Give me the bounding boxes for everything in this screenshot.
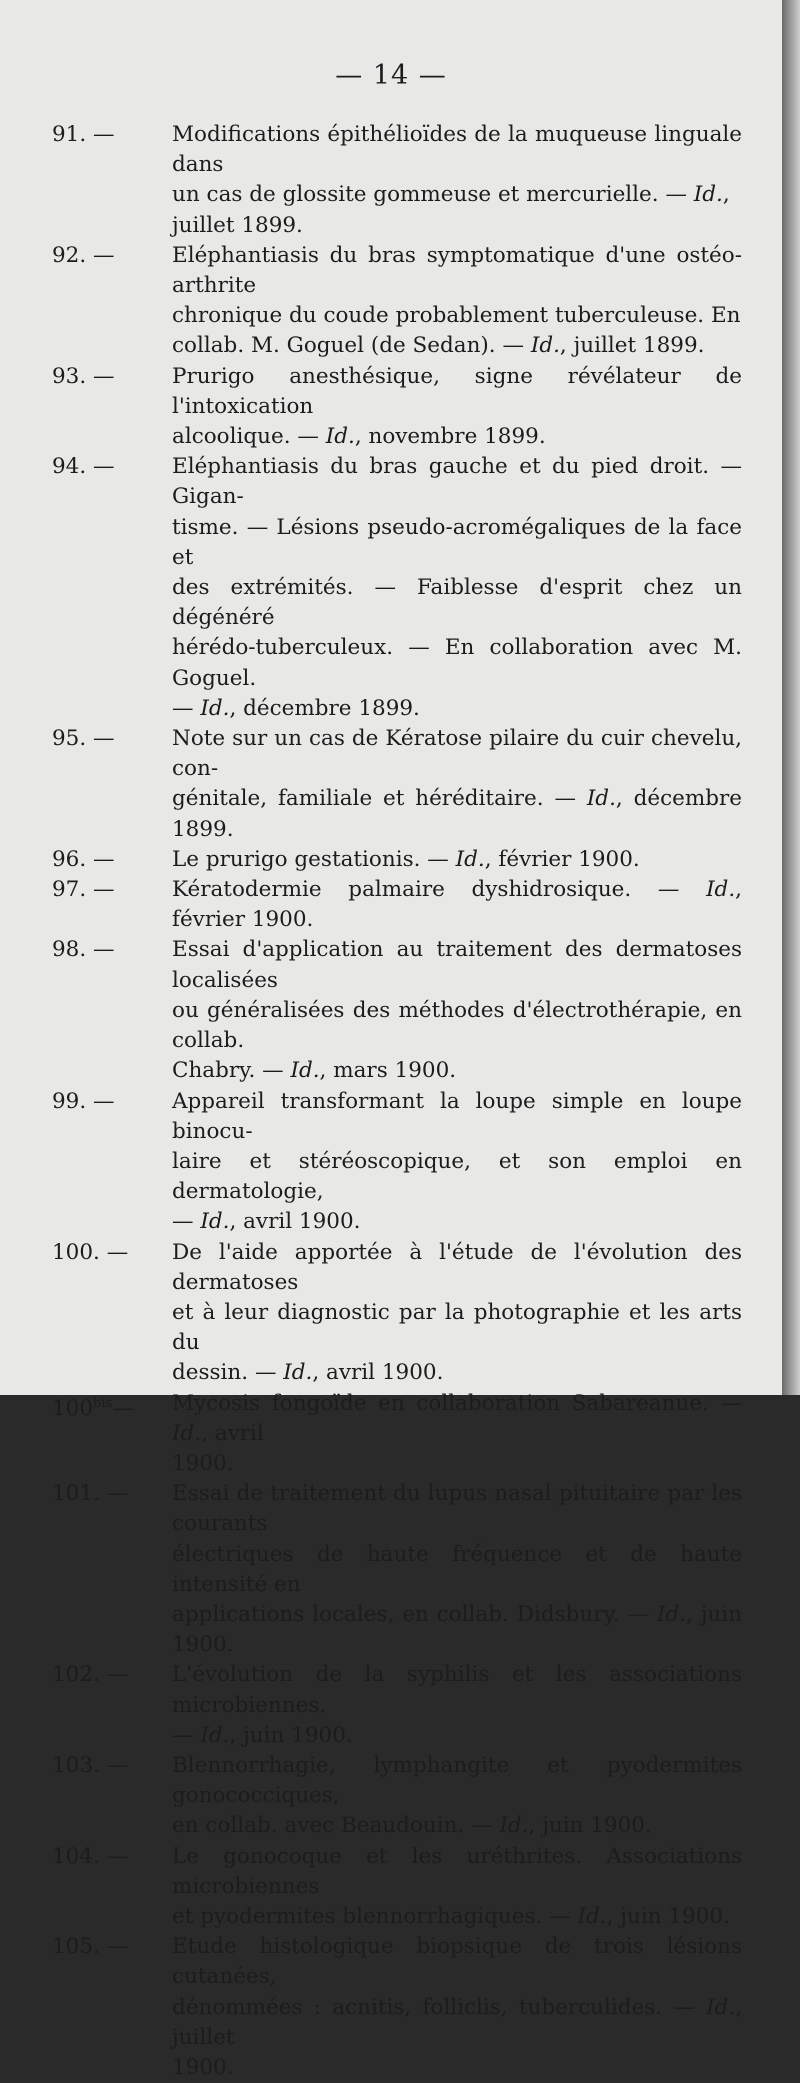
entry-number-text: 95. — [52,726,115,752]
entry-line: hérédo-tuberculeux. — En collaboration avec M. Goguel. [172,635,742,691]
entry-line: laire et stéréoscopique, et son emploi en dermatologie, [172,1148,742,1205]
entry-number [52,1087,172,1117]
entry-line: De l'aide apportée à l'étude de l'évolution des dermatoses [172,1239,742,1295]
list-item [52,1660,742,1751]
list-item [52,875,742,935]
list-item [52,1238,742,1389]
list-item [52,1932,742,2083]
entry-number-sup: bis [93,1395,113,1411]
entry-line: un cas de glossite gommeuse et mercurielle. — Id., [172,182,730,208]
entry-number-text: 101. — [52,1481,129,1507]
entry-line: Blennorrhagie, lymphangite et pyodermites gonococciques, [172,1752,742,1809]
entry-number [52,724,172,754]
entry-line: en collab. avec Beaudouin. — Id., juin 1900. [172,1813,652,1839]
entry-number [52,120,172,150]
list-item [52,1751,742,1842]
entry-number-text: 91. — [52,122,115,147]
entry-number-text: 105. — [52,1934,129,1960]
list-item [52,1087,742,1238]
entry-line: Eléphantiasis du bras gauche et du pied droit. — Gigan- [172,454,742,510]
entry-number [52,1932,172,1962]
entry-number [52,241,172,271]
entry-number [52,452,172,482]
entry-number-text: 98. — [52,937,115,963]
entry-line: collab. M. Goguel (de Sedan). — Id., juillet 1899. [172,333,705,359]
entry-number [52,1842,172,1872]
entry-number-text: 96. — [52,846,115,872]
entry-number-text: 104. — [52,1843,129,1869]
entry-number-text: 100 [52,1395,94,1421]
list-item [52,452,742,724]
entry-line: dénommées : acnitis, folliclis, tuberculides. — Id., juillet [172,1994,742,2050]
entry-number [52,362,172,392]
entry-line: et pyodermites blennorrhagiques. — Id., juin 1900. [172,1903,730,1929]
entry-line: Essai d'application au traitement des dermatoses localisées [172,937,742,993]
entry-line: Etude histologique biopsique de trois lésions cutanées, [172,1934,742,1990]
list-item [52,1842,742,1933]
page-edge [782,0,800,1395]
entry-number-text: 99. — [52,1088,115,1114]
entry-number [52,1479,172,1509]
page-number: — 14 — [335,60,447,91]
entry-line: dessin. — Id., avril 1900. [172,1360,444,1386]
entry-line: 1900. [172,2055,234,2080]
entry-number [52,845,172,875]
list-item [52,724,742,845]
entry-line: Mycosis fongoïde en collaboration Sabareanue. — Id., avril [172,1390,742,1446]
entry-line: Le gonocoque et les uréthrites. Associations microbiennes [172,1843,742,1899]
entry-line: 1900. [172,1450,234,1476]
entry-line: — Id., décembre 1899. [172,695,420,721]
entry-number-text: 103. — [52,1752,129,1778]
entry-number-text: 97. — [52,877,115,903]
list-item [52,1389,742,1480]
entry-number-suffix: — [112,1395,134,1421]
entry-line: tisme. — Lésions pseudo-acromégaliques de la face et [172,514,742,570]
entry-line: Le prurigo gestationis. — Id., février 1900. [172,846,640,872]
publication-list [52,120,742,2083]
entry-line: Kératodermie palmaire dyshidrosique. — Id., février 1900. [172,877,742,933]
entry-line: applications locales, en collab. Didsbury. — Id., juin 1900. [172,1601,742,1658]
list-item [52,935,742,1086]
entry-line: Essai de traitement du lupus nasal pituitaire par les courants [172,1481,742,1537]
entry-line: Modifications épithélioïdes de la muqueuse linguale dans [172,122,742,178]
entry-line: chronique du coude probablement tuberculeuse. En [172,303,741,329]
entry-line: ou généralisées des méthodes d'électrothérapie, en collab. [172,997,742,1054]
entry-line: alcoolique. — Id., novembre 1899. [172,424,546,450]
entry-number [52,1751,172,1781]
entry-number [52,875,172,905]
entry-line: juillet 1899. [172,212,303,238]
entry-number-text: 93. — [52,363,115,389]
entry-number [52,1389,172,1424]
entry-number [52,935,172,965]
entry-line: L'évolution de la syphilis et les associations microbiennes. [172,1662,742,1718]
entry-number-text: 102. — [52,1662,129,1688]
entry-number-text: 94. — [52,454,115,480]
entry-line: Note sur un cas de Kératose pilaire du cuir chevelu, con- [172,726,742,782]
entry-line: — Id., avril 1900. [172,1209,361,1235]
list-item [52,241,742,362]
entry-line: électriques de haute fréquence et de haute intensité en [172,1541,742,1597]
list-item [52,845,742,875]
list-item [52,362,742,453]
entry-number [52,1238,172,1268]
entry-line: Chabry. — Id., mars 1900. [172,1058,457,1084]
entry-line: des extrémités. — Faiblesse d'esprit chez un dégénéré [172,575,742,631]
entry-line: Appareil transformant la loupe simple en loupe binocu- [172,1088,742,1144]
entry-line: Prurigo anesthésique, signe révélateur de l'intoxication [172,363,742,419]
entry-number-text: 92. — [52,242,115,268]
entry-number-text: 100. — [52,1239,129,1265]
entry-line: — Id., juin 1900. [172,1722,353,1748]
entry-line: Eléphantiasis du bras symptomatique d'une ostéo-arthrite [172,242,742,299]
entry-number [52,1660,172,1690]
list-item [52,1479,742,1660]
entry-line: et à leur diagnostic par la photographie et les arts du [172,1299,742,1356]
list-item [52,120,742,241]
entry-line: génitale, familiale et héréditaire. — Id., décembre 1899. [172,786,742,842]
